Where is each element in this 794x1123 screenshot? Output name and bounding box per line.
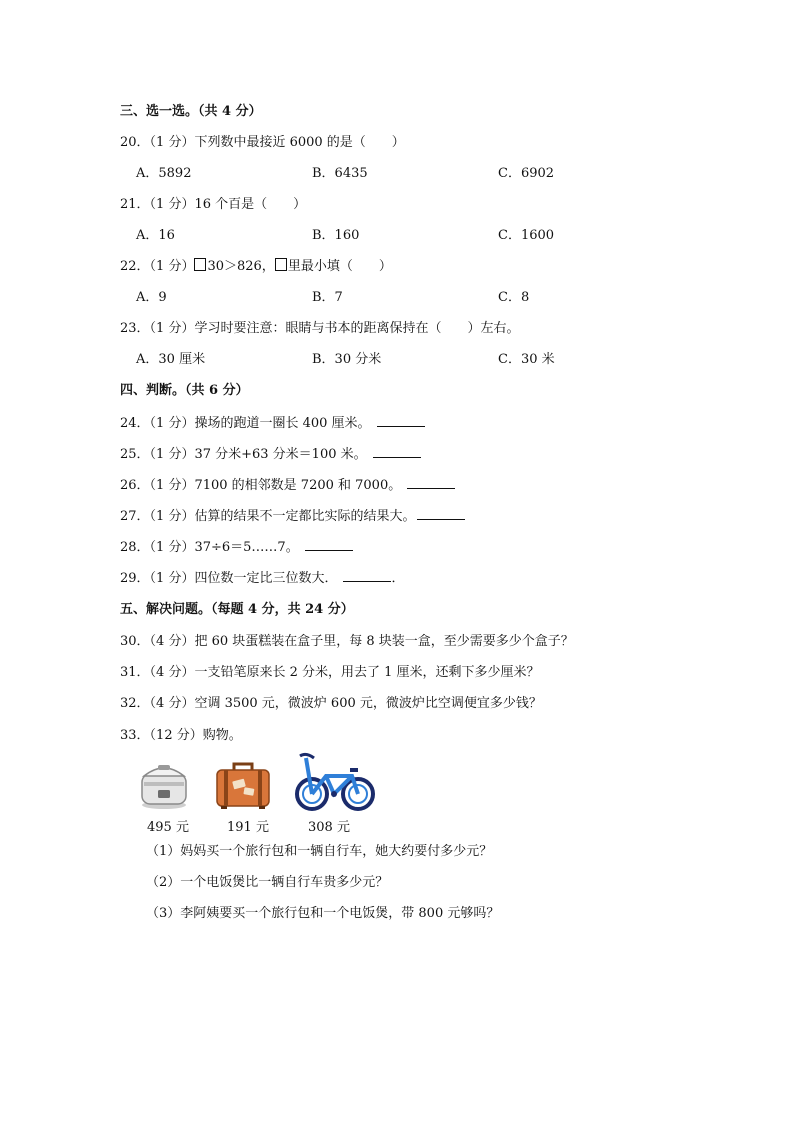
option-21-b: B．160 [312,228,360,243]
answer-blank[interactable] [407,476,455,489]
answer-blank[interactable] [343,569,391,582]
question-33: 33．（12 分）购物。 [120,728,242,743]
option-23-c: C．30 米 [498,352,555,367]
answer-blank[interactable] [305,538,353,551]
question-29 [120,569,404,588]
option-20-c: C．6902 [498,166,555,181]
price-bicycle: 308 元 [308,820,350,835]
option-21-a: A．16 [136,228,175,243]
subquestion-2: （2）一个电饭煲比一辆自行车贵多少元？ [146,875,389,890]
question-25 [120,445,421,464]
subquestion-1: （1）妈妈买一个旅行包和一辆自行车，她大约要付多少元？ [146,844,493,859]
option-20-a: A．5892 [136,166,192,181]
suitcase-icon [214,760,272,812]
question-21: 21．（1 分）16 个百是（ ） [120,197,307,212]
question-25-text: 25．（1 分）37 分米+63 分米＝100 米。 [120,447,367,462]
answer-blank[interactable] [417,507,465,520]
blank-box-icon [194,258,206,271]
question-24 [120,414,425,433]
question-29-text: 29．（1 分）四位数一定比三位数大． [120,571,338,586]
question-27 [120,507,465,526]
option-20-b: B．6435 [312,166,368,181]
question-22-inequality: 30＞826， [207,259,275,274]
blank-box-icon [275,258,287,271]
question-22-number: 22．（1 分） [120,259,195,274]
question-30: 30．（4 分）把 60 块蛋糕装在盒子里，每 8 块装一盒，至少需要多少个盒子？ [120,634,574,649]
question-32: 32．（4 分）空调 3500 元，微波炉 600 元，微波炉比空调便宜多少钱？ [120,696,542,711]
question-31: 31．（4 分）一支铅笔原来长 2 分米，用去了 1 厘米，还剩下多少厘米？ [120,665,540,680]
question-27-text: 27．（1 分）估算的结果不一定都比实际的结果大。 [120,509,416,524]
question-22-tail: 里最小填（ ） [287,259,392,274]
option-22-b: B．7 [312,290,343,305]
section-title-3: 三、选一选。（共 4 分） [120,104,262,119]
option-23-b: B．30 分米 [312,352,382,367]
option-22-a: A．9 [136,290,167,305]
question-26-text: 26．（1 分）7100 的相邻数是 7200 和 7000。 [120,478,402,493]
option-23-a: A．30 厘米 [136,352,206,367]
subquestion-3: （3）李阿姨要买一个旅行包和一个电饭煲，带 800 元够吗？ [146,906,500,921]
answer-blank[interactable] [373,445,421,458]
question-22 [120,258,392,276]
rice-cooker-icon [136,756,192,812]
question-29-tail: ． [391,571,405,586]
question-24-text: 24．（1 分）操场的跑道一圈长 400 厘米。 [120,416,371,431]
option-21-c: C．1600 [498,228,555,243]
price-rice-cooker: 495 元 [147,820,189,835]
question-20: 20．（1 分）下列数中最接近 6000 的是（ ） [120,135,405,150]
question-23: 23．（1 分）学习时要注意：眼睛与书本的距离保持在（ ）左右。 [120,321,520,336]
question-26 [120,476,455,495]
price-suitcase: 191 元 [227,820,269,835]
question-28-text: 28．（1 分）37÷6＝5……7。 [120,540,299,555]
bicycle-icon [294,750,376,814]
section-title-5: 五、解决问题。（每题 4 分，共 24 分） [120,602,354,617]
option-22-c: C．8 [498,290,530,305]
question-28 [120,538,353,557]
answer-blank[interactable] [377,414,425,427]
section-title-4: 四、判断。（共 6 分） [120,383,249,398]
